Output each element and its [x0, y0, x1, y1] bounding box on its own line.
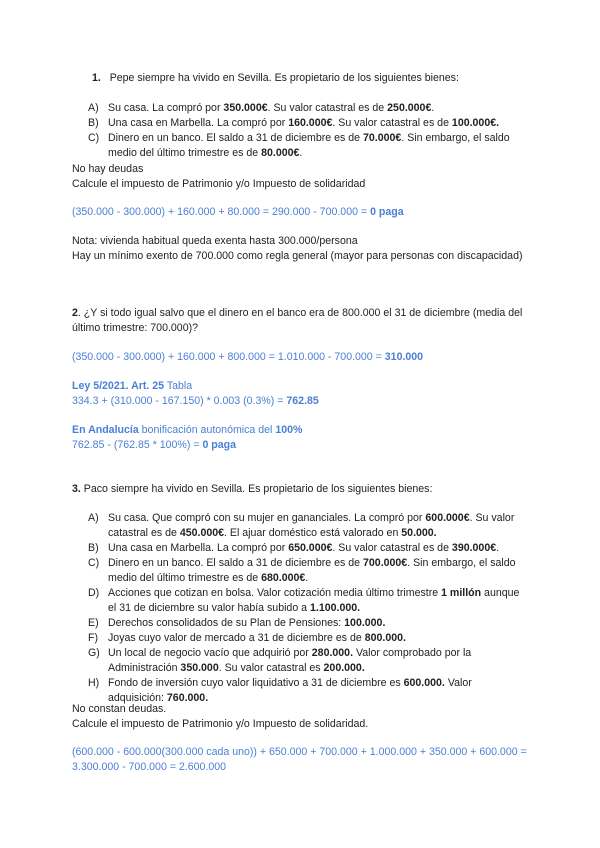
q3-item-amount: 700.000€ [363, 557, 408, 569]
q3-item-text: . Su valor catastral es de [108, 512, 515, 539]
q2-final-calculation [72, 438, 542, 453]
q2-andalucia-label: En Andalucía [72, 424, 139, 436]
q3-item-text: Dinero en un banco. El saldo a 31 de diciembre es de [108, 557, 364, 569]
q1-calculation [72, 205, 542, 220]
q3-item [88, 541, 528, 556]
q2-andalucia-text: bonificación autonómica del [138, 424, 276, 436]
q1-item-amount: 70.000€ [363, 132, 402, 144]
q1-calc-text: (350.000 - 300.000) + 160.000 + 80.000 = 290.000 - 700.000 = [72, 206, 371, 218]
q3-item-amount: 1 millón [441, 587, 482, 599]
q1-item [88, 131, 528, 161]
q2-calc-text: (350.000 - 300.000) + 160.000 + 800.000 = 1.010.000 - 700.000 = [72, 351, 385, 363]
q3-item-marker: F) [88, 632, 98, 644]
q1-number: 1. [92, 72, 101, 84]
q3-item [88, 631, 528, 646]
q1-item-marker: C) [88, 132, 100, 144]
q3-item [88, 556, 528, 586]
q3-item-list [88, 511, 528, 706]
q3-item [88, 646, 528, 676]
q3-item-text: Derechos consolidados de su Plan de Pensiones: [108, 617, 345, 629]
q3-item-amount: 760.000. [166, 692, 209, 704]
q3-item-text: . Su valor catastral es de [332, 542, 452, 554]
q3-number: 3. [72, 483, 81, 495]
q3-calculation: (600.000 - 600.000(300.000 cada uno)) + 650.000 + 700.000 + 1.000.000 + 350.000 + 600.000 = 3.300.000 - 700.000 = 2.600.000 [72, 746, 527, 773]
q3-item [88, 586, 528, 616]
q3-item-amount: 600.000€ [425, 512, 470, 524]
q2-final-text: 762.85 - (762.85 * 100%) = [72, 439, 203, 451]
q3-intro-text: Paco siempre ha vivido en Sevilla. Es propietario de los siguientes bienes: [80, 483, 433, 495]
q3-item-amount: 100.000. [344, 617, 386, 629]
q3-item-amount: 280.000. [311, 647, 354, 659]
q2-question [72, 306, 540, 336]
q3-item [88, 616, 528, 631]
q1-item-text: . [299, 147, 303, 159]
q3-item-text: Valor comprobado por la Administración [108, 647, 472, 674]
q3-item-text: Joyas cuyo valor de mercado a 31 de diciembre es de [108, 632, 365, 644]
q3-item-marker: C) [88, 557, 100, 569]
q2-andalucia-percent: 100% [275, 424, 303, 436]
q3-item-amount: 50.000. [401, 527, 437, 539]
q3-item-marker: D) [88, 587, 100, 599]
q3-item-marker: H) [88, 677, 100, 689]
q2-law-table: Tabla [164, 380, 193, 392]
q2-law-title: Ley 5/2021. Art. 25 [72, 380, 165, 392]
q1-item [88, 116, 528, 131]
q1-item-amount: 350.000€ [223, 102, 268, 114]
q3-item-marker: B) [88, 542, 99, 554]
q1-item-text: Su casa. La compró por [108, 102, 224, 114]
q1-item-text: Dinero en un banco. El saldo a 31 de diciembre es de [108, 132, 364, 144]
q1-item-marker: A) [88, 102, 99, 114]
q3-item-text: . Sin embargo, el saldo medio del último trimestre es de [108, 557, 516, 584]
q1-note-2: Hay un mínimo exento de 700.000 como regla general (mayor para personas con discapacidad) [72, 250, 523, 262]
q2-law-calc-result: 762.85 [286, 395, 319, 407]
q3-intro [72, 482, 542, 497]
q1-intro [92, 71, 562, 86]
q1-item-text: . [431, 102, 435, 114]
q3-item-amount: 680.000€ [261, 572, 306, 584]
q3-item-text: Una casa en Marbella. La compró por [108, 542, 289, 554]
q3-item-amount: 200.000. [323, 662, 365, 674]
q1-item-amount: 80.000€ [261, 147, 300, 159]
q3-item-amount: 1.100.000. [310, 602, 361, 614]
q3-no-debts: No constan deudas. [72, 703, 167, 715]
q3-item-marker: E) [88, 617, 99, 629]
q3-item-amount: 390.000€ [451, 542, 497, 554]
q1-no-debts: No hay deudas [72, 163, 144, 175]
q2-calculation [72, 350, 542, 365]
q3-item-text: . [305, 572, 309, 584]
q1-calc-result: 0 paga [370, 206, 404, 218]
q3-item-text: . Su valor catastral es [218, 662, 324, 674]
q3-item [88, 511, 528, 541]
q3-item-text: . [496, 542, 500, 554]
q3-item-amount: 350.000 [180, 662, 219, 674]
q1-note-1: Nota: vivienda habitual queda exenta hasta 300.000/persona [72, 235, 358, 247]
q3-item-text: Su casa. Que compró con su mujer en gananciales. La compró por [108, 512, 426, 524]
q1-item-text: . Sin embargo, el saldo medio del último trimestre es de [108, 132, 510, 159]
q3-item-amount: 650.000€ [288, 542, 333, 554]
q2-text: . ¿Y si todo igual salvo que el dinero en el banco era de 800.000 el 31 de diciembre (media del último trimestre: 700.000)? [72, 307, 523, 334]
q3-item-text: Valor adquisición: [108, 677, 472, 704]
q2-andalucia-bonus [72, 423, 542, 438]
q3-item-text: aunque el 31 de diciembre su valor había subido a [108, 587, 520, 614]
q1-item-list [88, 101, 528, 161]
q2-law-reference [72, 379, 542, 394]
q1-item-amount: 100.000€. [451, 117, 500, 129]
q1-item-marker: B) [88, 117, 99, 129]
q2-law-calculation [72, 394, 542, 409]
q3-task: Calcule el impuesto de Patrimonio y/o Impuesto de solidaridad. [72, 718, 369, 730]
q2-number: 2 [72, 307, 78, 319]
q2-final-result: 0 paga [202, 439, 237, 451]
q1-task: Calcule el impuesto de Patrimonio y/o Impuesto de solidaridad [72, 178, 366, 190]
q1-item [88, 101, 528, 116]
q3-item-marker: A) [88, 512, 99, 524]
q3-item-text: . El ajuar doméstico está valorado en [224, 527, 402, 539]
q1-item-text: . Su valor catastral es de [267, 102, 388, 114]
q3-item-amount: 450.000€ [179, 527, 225, 539]
q3-item-text: Fondo de inversión cuyo valor liquidativo a 31 de diciembre es [108, 677, 404, 689]
q3-item-marker: G) [88, 647, 100, 659]
q1-item-amount: 160.000€ [288, 117, 333, 129]
q1-item-amount: 250.000€ [387, 102, 432, 114]
q3-item-amount: 600.000. [403, 677, 445, 689]
q1-item-text: Una casa en Marbella. La compró por [108, 117, 289, 129]
q1-intro-text: Pepe siempre ha vivido en Sevilla. Es propietario de los siguientes bienes: [109, 72, 459, 84]
q1-item-text: . Su valor catastral es de [332, 117, 452, 129]
q3-item-amount: 800.000. [364, 632, 406, 644]
q2-law-calc-text: 334.3 + (310.000 - 167.150) * 0.003 (0.3%) = [72, 395, 287, 407]
q3-item-text: Acciones que cotizan en bolsa. Valor cotización media último trimestre [108, 587, 442, 599]
q3-item-text: Un local de negocio vacío que adquirió por [108, 647, 312, 659]
q2-calc-result: 310.000 [384, 351, 424, 363]
